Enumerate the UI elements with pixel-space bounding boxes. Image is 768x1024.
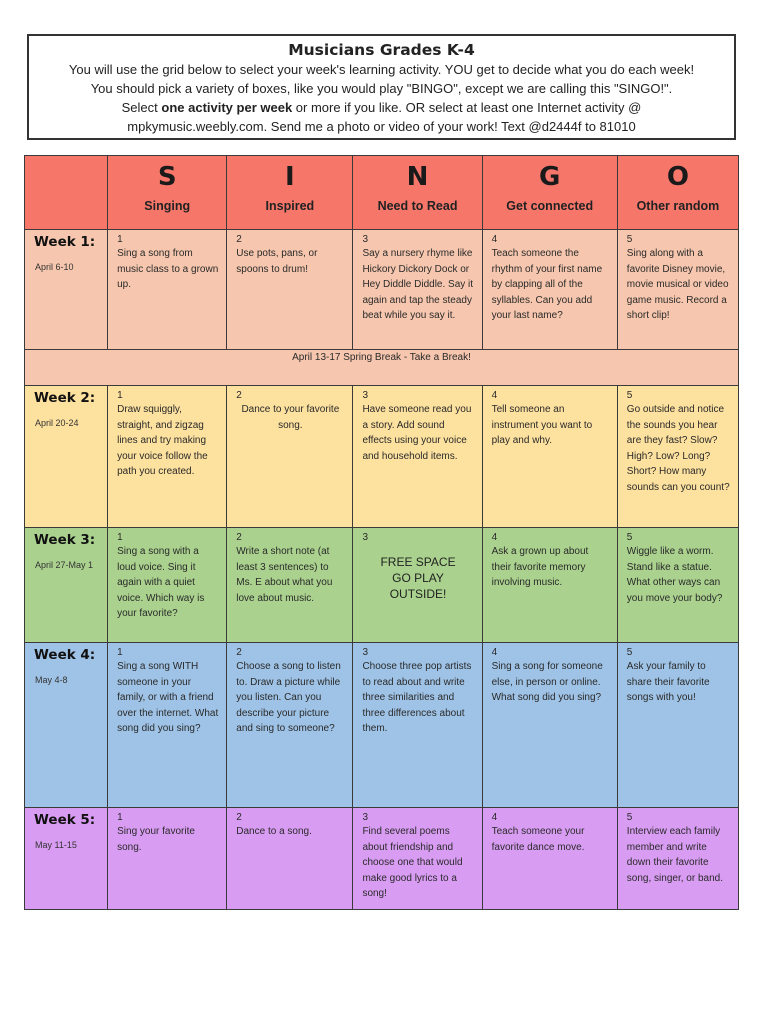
activity-cell[interactable]	[353, 808, 482, 910]
week-row-4	[25, 643, 739, 808]
activity-number: 5	[626, 390, 633, 401]
spring-break-row	[25, 350, 739, 386]
activity-number: 4	[491, 812, 498, 823]
activity-cell[interactable]	[227, 230, 353, 350]
free-space-subtitle: GO PLAY OUTSIDE!	[389, 571, 447, 601]
activity-number: 3	[362, 812, 368, 823]
activity-number: 5	[626, 812, 633, 823]
activity-cell[interactable]	[617, 643, 738, 808]
week-row-1	[25, 230, 739, 350]
column-header-get-connected	[482, 156, 617, 230]
activity-cell[interactable]	[353, 230, 482, 350]
activity-cell[interactable]	[353, 643, 482, 808]
week-date: April 20-24	[35, 418, 79, 428]
week-label: Week 3:	[34, 532, 96, 548]
activity-number: 5	[626, 532, 633, 543]
activity-number: 3	[362, 647, 368, 658]
column-header-other-random	[617, 156, 738, 230]
activity-text: Draw squiggly, straight, and zigzag lines and try making your voice follow the path you created.	[117, 404, 208, 477]
free-space-label: FREE SPACE	[380, 555, 456, 569]
week-date: May 4-8	[35, 675, 68, 685]
spring-break-banner: April 13-17 Spring Break - Take a Break!	[25, 350, 739, 386]
instructions-line-4: mpkymusic.weebly.com. Send me a photo or video of your work! Text @d2444f to 81010	[127, 119, 636, 134]
week-date: May 11-15	[35, 840, 77, 850]
week-row-2	[25, 386, 739, 528]
activity-cell[interactable]	[227, 528, 353, 643]
activity-number: 1	[117, 647, 123, 658]
activity-text: Sing a song for someone else, in person or online. What song did you sing?	[491, 661, 603, 703]
activity-number: 4	[491, 647, 498, 658]
page-title: Musicians Grades K-4	[288, 41, 475, 59]
corner-cell	[25, 156, 108, 230]
instructions-line-3-start: Select	[121, 100, 162, 115]
instructions-line-3-end: or more if you like. OR select at least one Internet activity @	[292, 100, 642, 115]
column-title: Singing	[144, 199, 191, 213]
activity-number: 1	[117, 812, 123, 823]
activity-text: Go outside and notice the sounds you hear are they fast? Slow? High? Low? Long? Short? How many sounds can you count?	[626, 404, 730, 493]
activity-number: 2	[236, 390, 242, 401]
instructions-emphasis: one activity per week	[161, 100, 293, 115]
week-date: April 6-10	[35, 262, 74, 272]
activity-text: Sing a song from music class to a grown up.	[117, 248, 219, 290]
week-label-cell	[25, 528, 108, 643]
week-label-cell	[25, 643, 108, 808]
activity-cell[interactable]	[482, 643, 617, 808]
activity-cell[interactable]	[482, 808, 617, 910]
activity-cell[interactable]	[227, 808, 353, 910]
week-label: Week 5:	[34, 812, 96, 828]
activity-text: Teach someone the rhythm of your first name by clapping all of the syllables. Can you add your last name?	[491, 248, 603, 321]
activity-cell[interactable]	[108, 386, 227, 528]
week-date: April 27-May 1	[35, 560, 94, 570]
activity-number: 2	[236, 234, 242, 245]
activity-text: Ask a grown up about their favorite memory involving music.	[491, 546, 589, 588]
column-header-row	[25, 156, 739, 230]
week-label: Week 2:	[34, 390, 96, 406]
column-header-need-to-read	[353, 156, 482, 230]
activity-text: Ask your family to share their favorite songs with you!	[626, 661, 710, 703]
activity-text: Write a short note (at least 3 sentences) to Ms. E about what you love about music.	[236, 546, 333, 604]
activity-number: 4	[491, 234, 498, 245]
activity-text: Sing a song WITH someone in your family, or with a friend over the internet. What song did you sing?	[117, 661, 219, 734]
activity-number: 5	[626, 647, 633, 658]
activity-text: Find several poems about friendship and choose one that would make good lyrics to a song!	[362, 826, 463, 899]
instructions-line-2: You should pick a variety of boxes, like you would play "BINGO", except we are calling this "SINGO!".	[90, 81, 673, 96]
activity-cell[interactable]	[617, 528, 738, 643]
activity-cell[interactable]	[617, 386, 738, 528]
activity-text: Tell someone an instrument you want to play and why.	[491, 404, 593, 446]
column-letter: N	[406, 162, 429, 192]
activity-number: 2	[236, 812, 242, 823]
column-title: Other random	[636, 199, 720, 213]
column-letter: S	[157, 162, 177, 192]
instructions-line-3	[29, 98, 734, 117]
column-title: Need to Read	[377, 199, 458, 213]
column-title: Get connected	[506, 199, 594, 213]
week-row-5	[25, 808, 739, 910]
singo-grid	[24, 155, 739, 910]
column-header-singing	[108, 156, 227, 230]
activity-cell[interactable]	[108, 643, 227, 808]
activity-text: Wiggle like a worm. Stand like a statue. What other ways can you move your body?	[626, 546, 723, 604]
free-space-cell[interactable]	[353, 528, 482, 643]
activity-number: 1	[117, 532, 123, 543]
activity-text: Choose three pop artists to read about and write three similarities and three differences about them.	[362, 661, 472, 734]
week-label: Week 1:	[34, 234, 96, 250]
week-label: Week 4:	[34, 647, 96, 663]
activity-text: Interview each family member and write down their favorite song, singer, or band.	[626, 826, 723, 884]
activity-text: Use pots, pans, or spoons to drum!	[236, 248, 318, 275]
activity-number: 2	[236, 532, 242, 543]
activity-text: Have someone read you a story. Add sound effects using your voice and household items.	[362, 404, 472, 462]
activity-text: Sing a song with a loud voice. Sing it again with a quiet voice. Which way is your favorite?	[117, 546, 205, 619]
activity-number: 3	[362, 234, 368, 245]
week-label-cell	[25, 230, 108, 350]
activity-text: Dance to a song.	[236, 826, 312, 837]
activity-text: Say a nursery rhyme like Hickory Dickory Dock or Hey Diddle Diddle. Say it again and tap the steady beat while you say it.	[362, 248, 474, 321]
activity-cell[interactable]	[617, 230, 738, 350]
activity-text: Sing along with a favorite Disney movie, movie musical or video game music. Record a short clip!	[626, 248, 729, 321]
column-letter: G	[539, 162, 561, 192]
instructions-box	[27, 34, 736, 140]
activity-cell[interactable]	[617, 808, 738, 910]
activity-number: 2	[236, 647, 242, 658]
activity-number: 3	[362, 390, 368, 401]
activity-cell[interactable]	[108, 808, 227, 910]
activity-number: 1	[117, 390, 123, 401]
week-row-3	[25, 528, 739, 643]
activity-cell[interactable]	[482, 230, 617, 350]
activity-text: Teach someone your favorite dance move.	[491, 826, 585, 853]
activity-cell[interactable]	[227, 643, 353, 808]
instructions-line-1: You will use the grid below to select your week's learning activity. YOU get to decide what you do each week!	[68, 62, 695, 77]
activity-number: 4	[491, 532, 498, 543]
week-label-cell	[25, 386, 108, 528]
column-header-inspired	[227, 156, 353, 230]
activity-number: 5	[626, 234, 633, 245]
activity-text: Sing your favorite song.	[117, 826, 195, 853]
activity-number: 1	[117, 234, 123, 245]
activity-text: Dance to your favorite song.	[241, 404, 340, 431]
activity-cell[interactable]	[108, 528, 227, 643]
activity-number: 3	[362, 532, 368, 543]
activity-cell[interactable]	[353, 386, 482, 528]
activity-text: Choose a song to listen to. Draw a picture while you listen. Can you describe your picture and sing to someone?	[236, 661, 341, 734]
column-letter: I	[285, 162, 295, 192]
activity-cell[interactable]	[482, 386, 617, 528]
column-title: Inspired	[265, 199, 315, 213]
activity-cell[interactable]	[227, 386, 353, 528]
column-letter: O	[666, 162, 689, 192]
week-label-cell	[25, 808, 108, 910]
activity-cell[interactable]	[108, 230, 227, 350]
activity-number: 4	[491, 390, 498, 401]
activity-cell[interactable]	[482, 528, 617, 643]
